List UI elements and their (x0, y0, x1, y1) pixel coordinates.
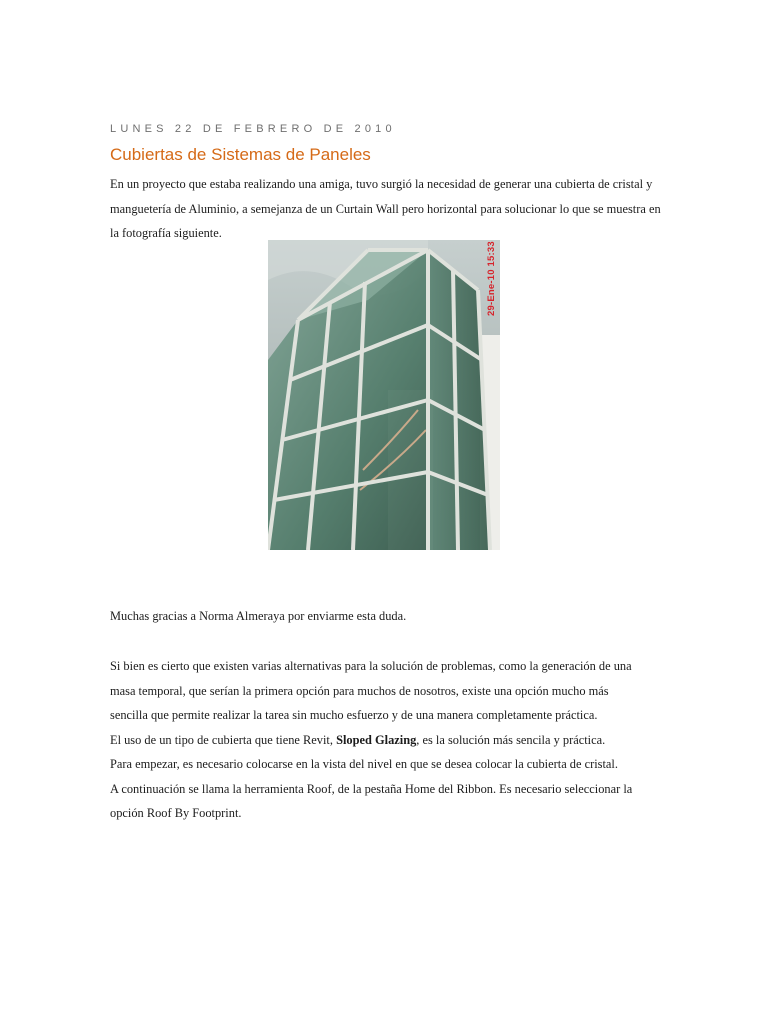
photo-illustration (268, 240, 500, 550)
body-line: sencilla que permite realizar la tarea sin mucho esfuerzo y de una manera completamente práctica. (110, 708, 598, 722)
body-line: A continuación se llama la herramienta Roof, de la pestaña Home del Ribbon. Es necesario seleccionar la (110, 781, 633, 796)
body-line: Si bien es cierto que existen varias alternativas para la solución de problemas, como la generación de una (110, 659, 632, 673)
post-date: LUNES 22 DE FEBRERO DE 2010 (110, 123, 396, 135)
thanks-paragraph: Muchas gracias a Norma Almeraya por enviarme esta duda. (110, 609, 407, 623)
body-paragraph (110, 654, 662, 826)
body-line: masa temporal, que serían la primera opción para muchos de nosotros, existe una opción mucho más (110, 683, 609, 698)
body-line: Para empezar, es necesario colocarse en la vista del nivel en que se desea colocar la cubierta de cristal. (110, 757, 618, 771)
body-text: El uso de un tipo de cubierta que tiene Revit, (110, 732, 337, 747)
body-line-revit (110, 728, 662, 753)
glass-tower-photo (268, 240, 500, 550)
sloped-glazing-term: Sloped Glazing (336, 732, 417, 747)
intro-paragraph: En un proyecto que estaba realizando una amiga, tuvo surgió la necesidad de generar una cubierta de cristal y manguetería de Aluminio, a semejanza de un Curtain Wall pero horizontal para solucionar lo que se muestra en la fotografía siguiente. (110, 177, 661, 240)
body-line: opción Roof By Footprint. (110, 806, 242, 820)
body-text: , es la solución más sencila y práctica. (416, 732, 606, 747)
post-title[interactable]: Cubiertas de Sistemas de Paneles (110, 145, 371, 164)
photo-date-stamp: 29-Ene-10 15:33 (486, 241, 497, 316)
